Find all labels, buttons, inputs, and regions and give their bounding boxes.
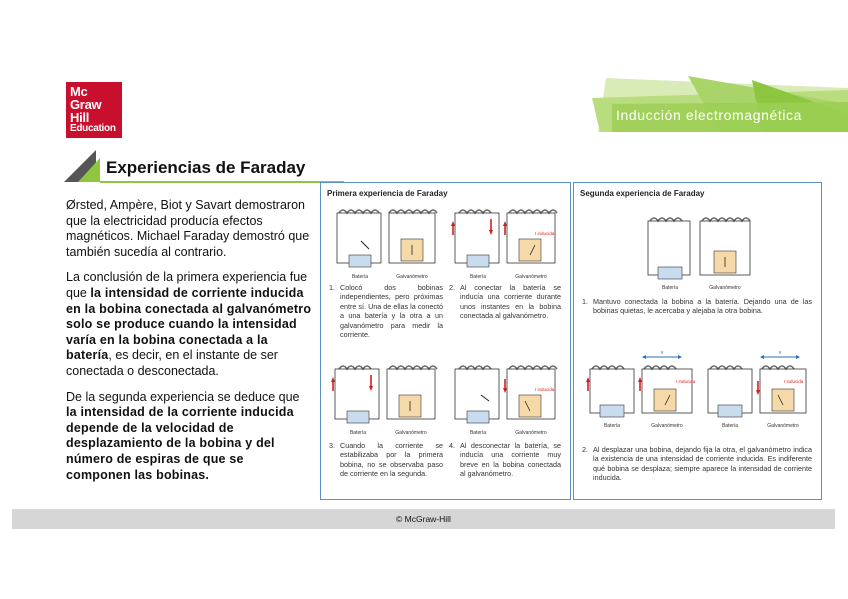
exp2-step-1 <box>582 297 812 316</box>
svg-text:v: v <box>660 350 664 356</box>
experiment1-figure3 <box>331 361 439 439</box>
svg-text:I inducida: I inducida <box>535 387 555 392</box>
p2-part-a: La conclusión de la primera experiencia fue que <box>66 270 308 300</box>
p2-part-c: , es decir, en el instante de ser conectada o desconectada. <box>66 348 278 378</box>
svg-text:Galvanómetro: Galvanómetro <box>396 274 428 280</box>
step-4 <box>449 441 561 479</box>
footer-bar <box>12 509 835 529</box>
svg-text:I inducida: I inducida <box>535 231 555 236</box>
svg-text:Galvanómetro: Galvanómetro <box>515 274 547 280</box>
svg-text:Batería: Batería <box>351 274 369 280</box>
logo-line-4: Education <box>70 123 116 134</box>
footer-copyright: © McGraw-Hill <box>396 514 451 524</box>
svg-text:Batería: Batería <box>469 430 487 436</box>
step-1 <box>329 283 443 339</box>
step-4-number: 4. <box>449 441 455 450</box>
step-2 <box>449 283 561 321</box>
p3-bold: la intensidad de la corriente inducida depende de la velocidad de desplazamiento de la bobina y del número de espiras de que se componen las bobinas. <box>66 405 294 482</box>
experiment2-figure2 <box>582 347 812 431</box>
paragraph-3 <box>66 390 312 484</box>
experiment2-figure1 <box>640 213 758 295</box>
svg-text:Batería: Batería <box>603 423 621 429</box>
experiment1-figure4 <box>451 361 559 439</box>
step-3-number: 3. <box>329 441 335 450</box>
experiment1-figure2 <box>451 205 559 283</box>
logo-line-3: Hill <box>70 110 90 125</box>
logo-line-1: Mc <box>70 84 88 99</box>
exp2-step-2-text: Al desplazar una bobina, dejando fija la otra, el galvanómetro indica la existencia de una intensidad de corriente inducida. Es indiferente qué bobina se desplaza; siempre aparece la intensidad de corriente inducida. <box>593 445 812 483</box>
section-arrow-icon <box>64 150 104 184</box>
mcgraw-hill-logo <box>66 82 122 138</box>
step-1-text: Colocó dos bobinas independientes, pero próximas entre sí. Una de ellas la conectó a una batería y la otra a un galvanómetro para medir la corriente. <box>340 283 443 340</box>
logo-line-2: Graw <box>70 97 102 112</box>
p2-bold: la intensidad de corriente inducida en la bobina conectada al galvanómetro solo se produce cuando la intensidad varía en la bobina conectada a la batería <box>66 285 312 363</box>
svg-text:Batería: Batería <box>661 285 679 291</box>
svg-text:Galvanómetro: Galvanómetro <box>709 285 741 291</box>
body-text <box>66 198 312 493</box>
svg-text:Batería: Batería <box>349 430 367 436</box>
svg-text:I inducida: I inducida <box>784 379 804 384</box>
svg-text:Batería: Batería <box>721 423 739 429</box>
second-experiment-panel <box>573 182 822 500</box>
exp2-step-2 <box>582 445 812 483</box>
exp2-step-2-number: 2. <box>582 445 588 454</box>
exp2-step-1-number: 1. <box>582 297 588 306</box>
section-underline <box>100 181 344 183</box>
experiment1-figure1 <box>331 205 439 283</box>
step-1-number: 1. <box>329 283 335 292</box>
step-4-text: Al desconectar la batería, se inducía una corriente muy breve en la bobina conectada al galvanómetro. <box>460 441 561 479</box>
svg-text:Galvanómetro: Galvanómetro <box>395 430 427 436</box>
step-3-text: Cuando la corriente se estabilizaba por la primera bobina, no se observaba paso de corriente en la segunda. <box>340 441 443 479</box>
header-ribbon <box>592 74 848 134</box>
svg-text:Galvanómetro: Galvanómetro <box>515 430 547 436</box>
step-3 <box>329 441 443 479</box>
step-2-text: Al conectar la batería se inducía una corriente durante unos instantes en la bobina conectada al galvanómetro. <box>460 283 561 321</box>
svg-text:I inducida: I inducida <box>676 379 696 384</box>
svg-text:Galvanómetro: Galvanómetro <box>651 423 683 429</box>
panel1-title: Primera experiencia de Faraday <box>327 189 448 198</box>
svg-text:v: v <box>778 350 782 356</box>
first-experiment-panel <box>320 182 571 500</box>
exp2-step-1-text: Mantuvo conectada la bobina a la batería. Dejando una de las bobinas quietas, le acercaba y alejaba la otra bobina. <box>593 297 812 316</box>
section-title: Experiencias de Faraday <box>106 158 306 177</box>
svg-text:Galvanómetro: Galvanómetro <box>767 423 799 429</box>
header-title: Inducción electromagnética <box>616 107 803 123</box>
paragraph-1: Ørsted, Ampère, Biot y Savart demostraron que la electricidad producía efectos magnéticos. Michael Faraday demostró que también sucedía al contrario. <box>66 198 310 259</box>
step-2-number: 2. <box>449 283 455 292</box>
paragraph-2 <box>66 270 312 379</box>
svg-text:Batería: Batería <box>469 274 487 280</box>
panel2-title: Segunda experiencia de Faraday <box>580 189 705 198</box>
p3-part-a: De la segunda experiencia se deduce que <box>66 389 300 404</box>
